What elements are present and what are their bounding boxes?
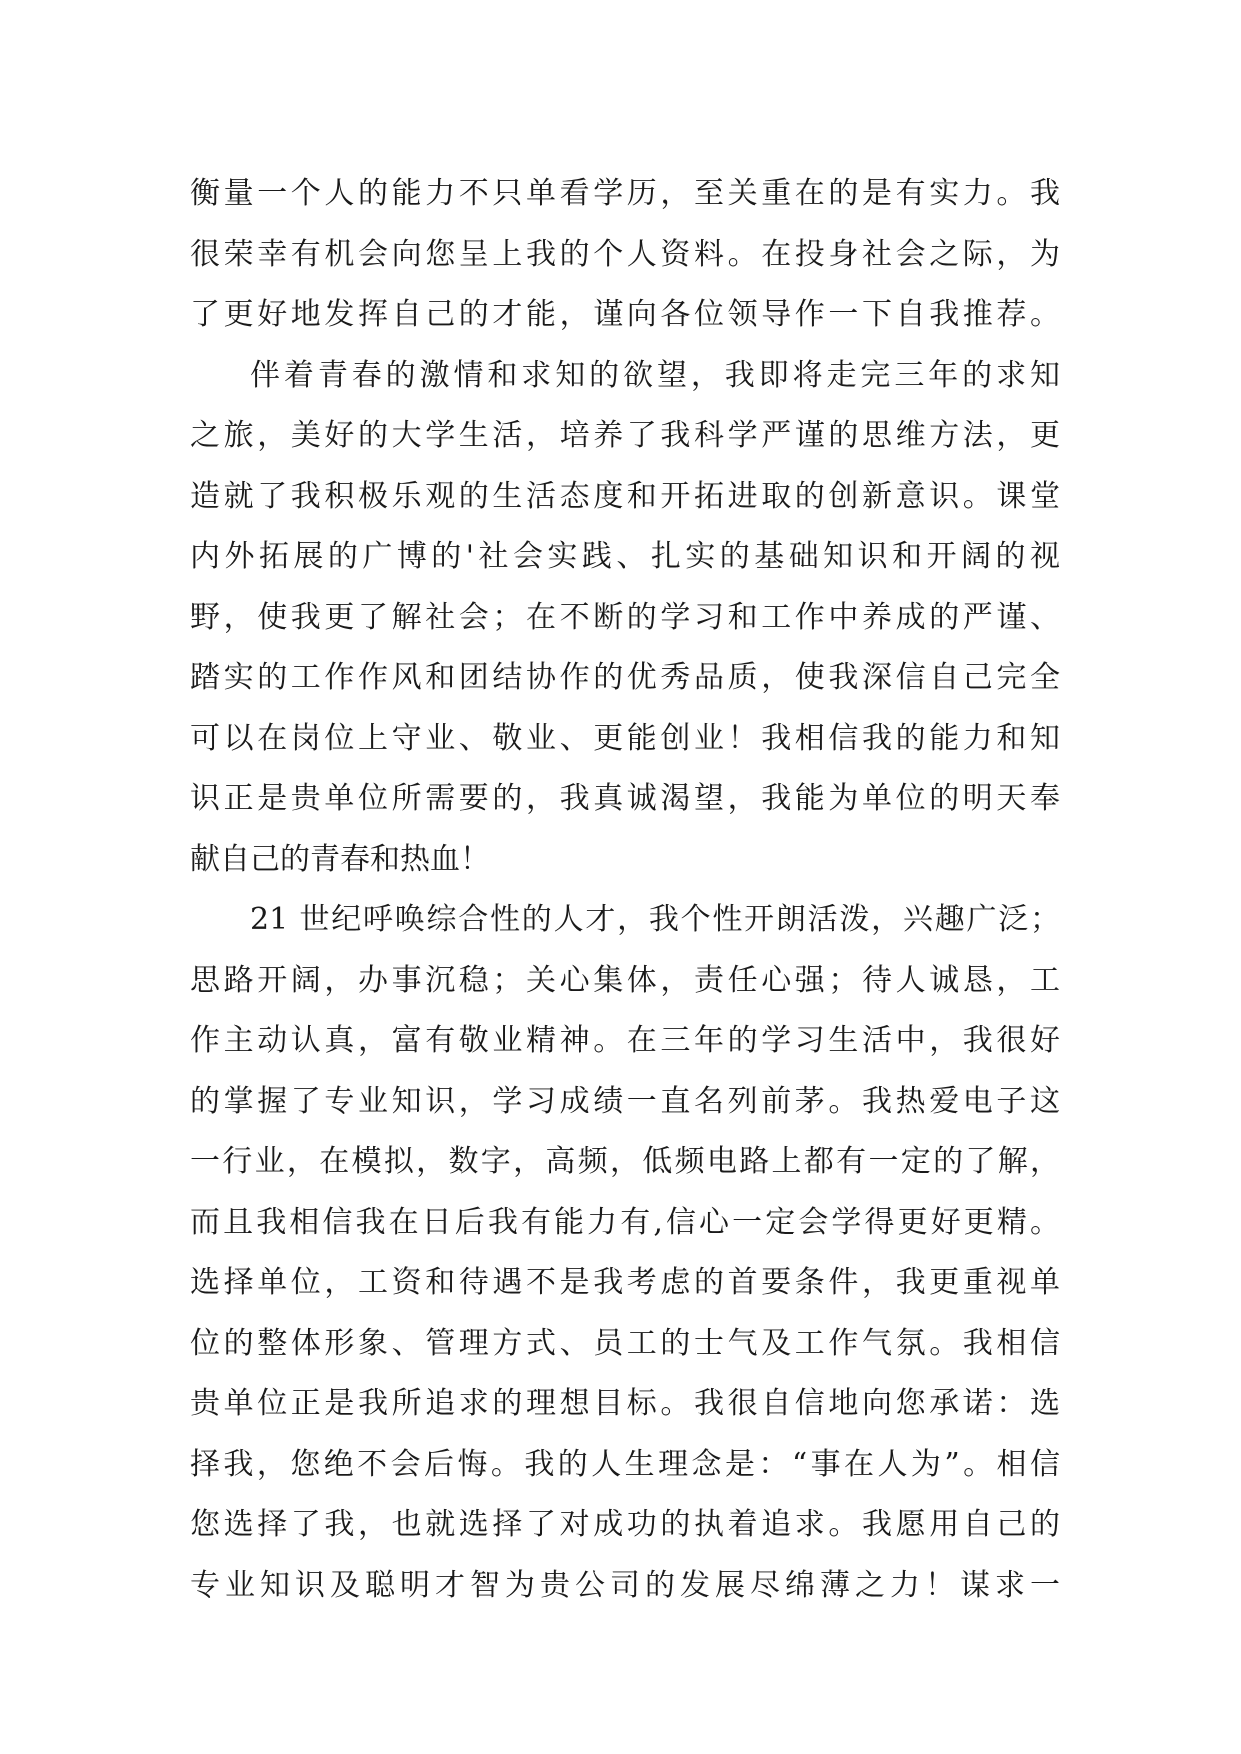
text-line: 专业知识及聪明才智为贵公司的发展尽绵薄之力！谋求一 xyxy=(190,1567,1060,1603)
text-line: 选择单位，工资和待遇不是我考虑的首要条件，我更重视单 xyxy=(190,1265,1060,1300)
text-line: 思路开阔，办事沉稳；关心集体，责任心强；待人诚恳，工 xyxy=(190,962,1060,998)
text-line: 贵单位正是我所追求的理想目标。我很自信地向您承诺：选 xyxy=(190,1386,1060,1421)
text-line: 作主动认真，富有敬业精神。在三年的学习生活中，我很好 xyxy=(190,1023,1060,1058)
text-line: 位的整体形象、管理方式、员工的士气及工作气氛。我相信 xyxy=(190,1325,1060,1361)
paragraph-2 xyxy=(190,346,1060,891)
text-line: 衡量一个人的能力不只单看学历，至关重在的是有实力。我 xyxy=(190,176,1060,211)
text-line: 识正是贵单位所需要的，我真诚渴望，我能为单位的明天奉 xyxy=(190,781,1060,816)
text-line: 而且我相信我在日后我有能力有,信心一定会学得更好更精。 xyxy=(190,1204,1060,1240)
text-line: 很荣幸有机会向您呈上我的个人资料。在投身社会之际，为 xyxy=(190,236,1060,272)
document-body xyxy=(190,164,1060,1616)
text-line: 造就了我积极乐观的生活态度和开拓进取的创新意识。课堂 xyxy=(190,478,1060,514)
text-line: 野，使我更了解社会；在不断的学习和工作中养成的严谨、 xyxy=(190,599,1060,635)
text-line: 伴着青春的激情和求知的欲望，我即将走完三年的求知 xyxy=(250,357,1060,393)
text-line: 之旅，美好的大学生活，培养了我科学严谨的思维方法，更 xyxy=(190,418,1060,453)
text-line: 一行业，在模拟，数字，高频，低频电路上都有一定的了解， xyxy=(190,1144,1060,1179)
paragraph-1 xyxy=(190,164,1060,346)
text-line: 您选择了我，也就选择了对成功的执着追求。我愿用自己的 xyxy=(190,1507,1060,1542)
text-line: 21 世纪呼唤综合性的人才，我个性开朗活泼，兴趣广泛； xyxy=(250,902,1060,937)
text-line: 了更好地发挥自己的才能，谨向各位领导作一下自我推荐。 xyxy=(190,297,1060,332)
paragraph-3 xyxy=(190,890,1060,1616)
text-line: 踏实的工作作风和团结协作的优秀品质，使我深信自己完全 xyxy=(190,660,1060,695)
text-line: 择我，您绝不会后悔。我的人生理念是：“事在人为”。相信 xyxy=(190,1446,1060,1482)
text-line: 献自己的青春和热血！ xyxy=(190,841,490,877)
text-line: 可以在岗位上守业、敬业、更能创业！我相信我的能力和知 xyxy=(190,720,1060,756)
text-line: 内外拓展的广博的'社会实践、扎实的基础知识和开阔的视 xyxy=(190,539,1060,574)
text-line: 的掌握了专业知识，学习成绩一直名列前茅。我热爱电子这 xyxy=(190,1083,1060,1119)
